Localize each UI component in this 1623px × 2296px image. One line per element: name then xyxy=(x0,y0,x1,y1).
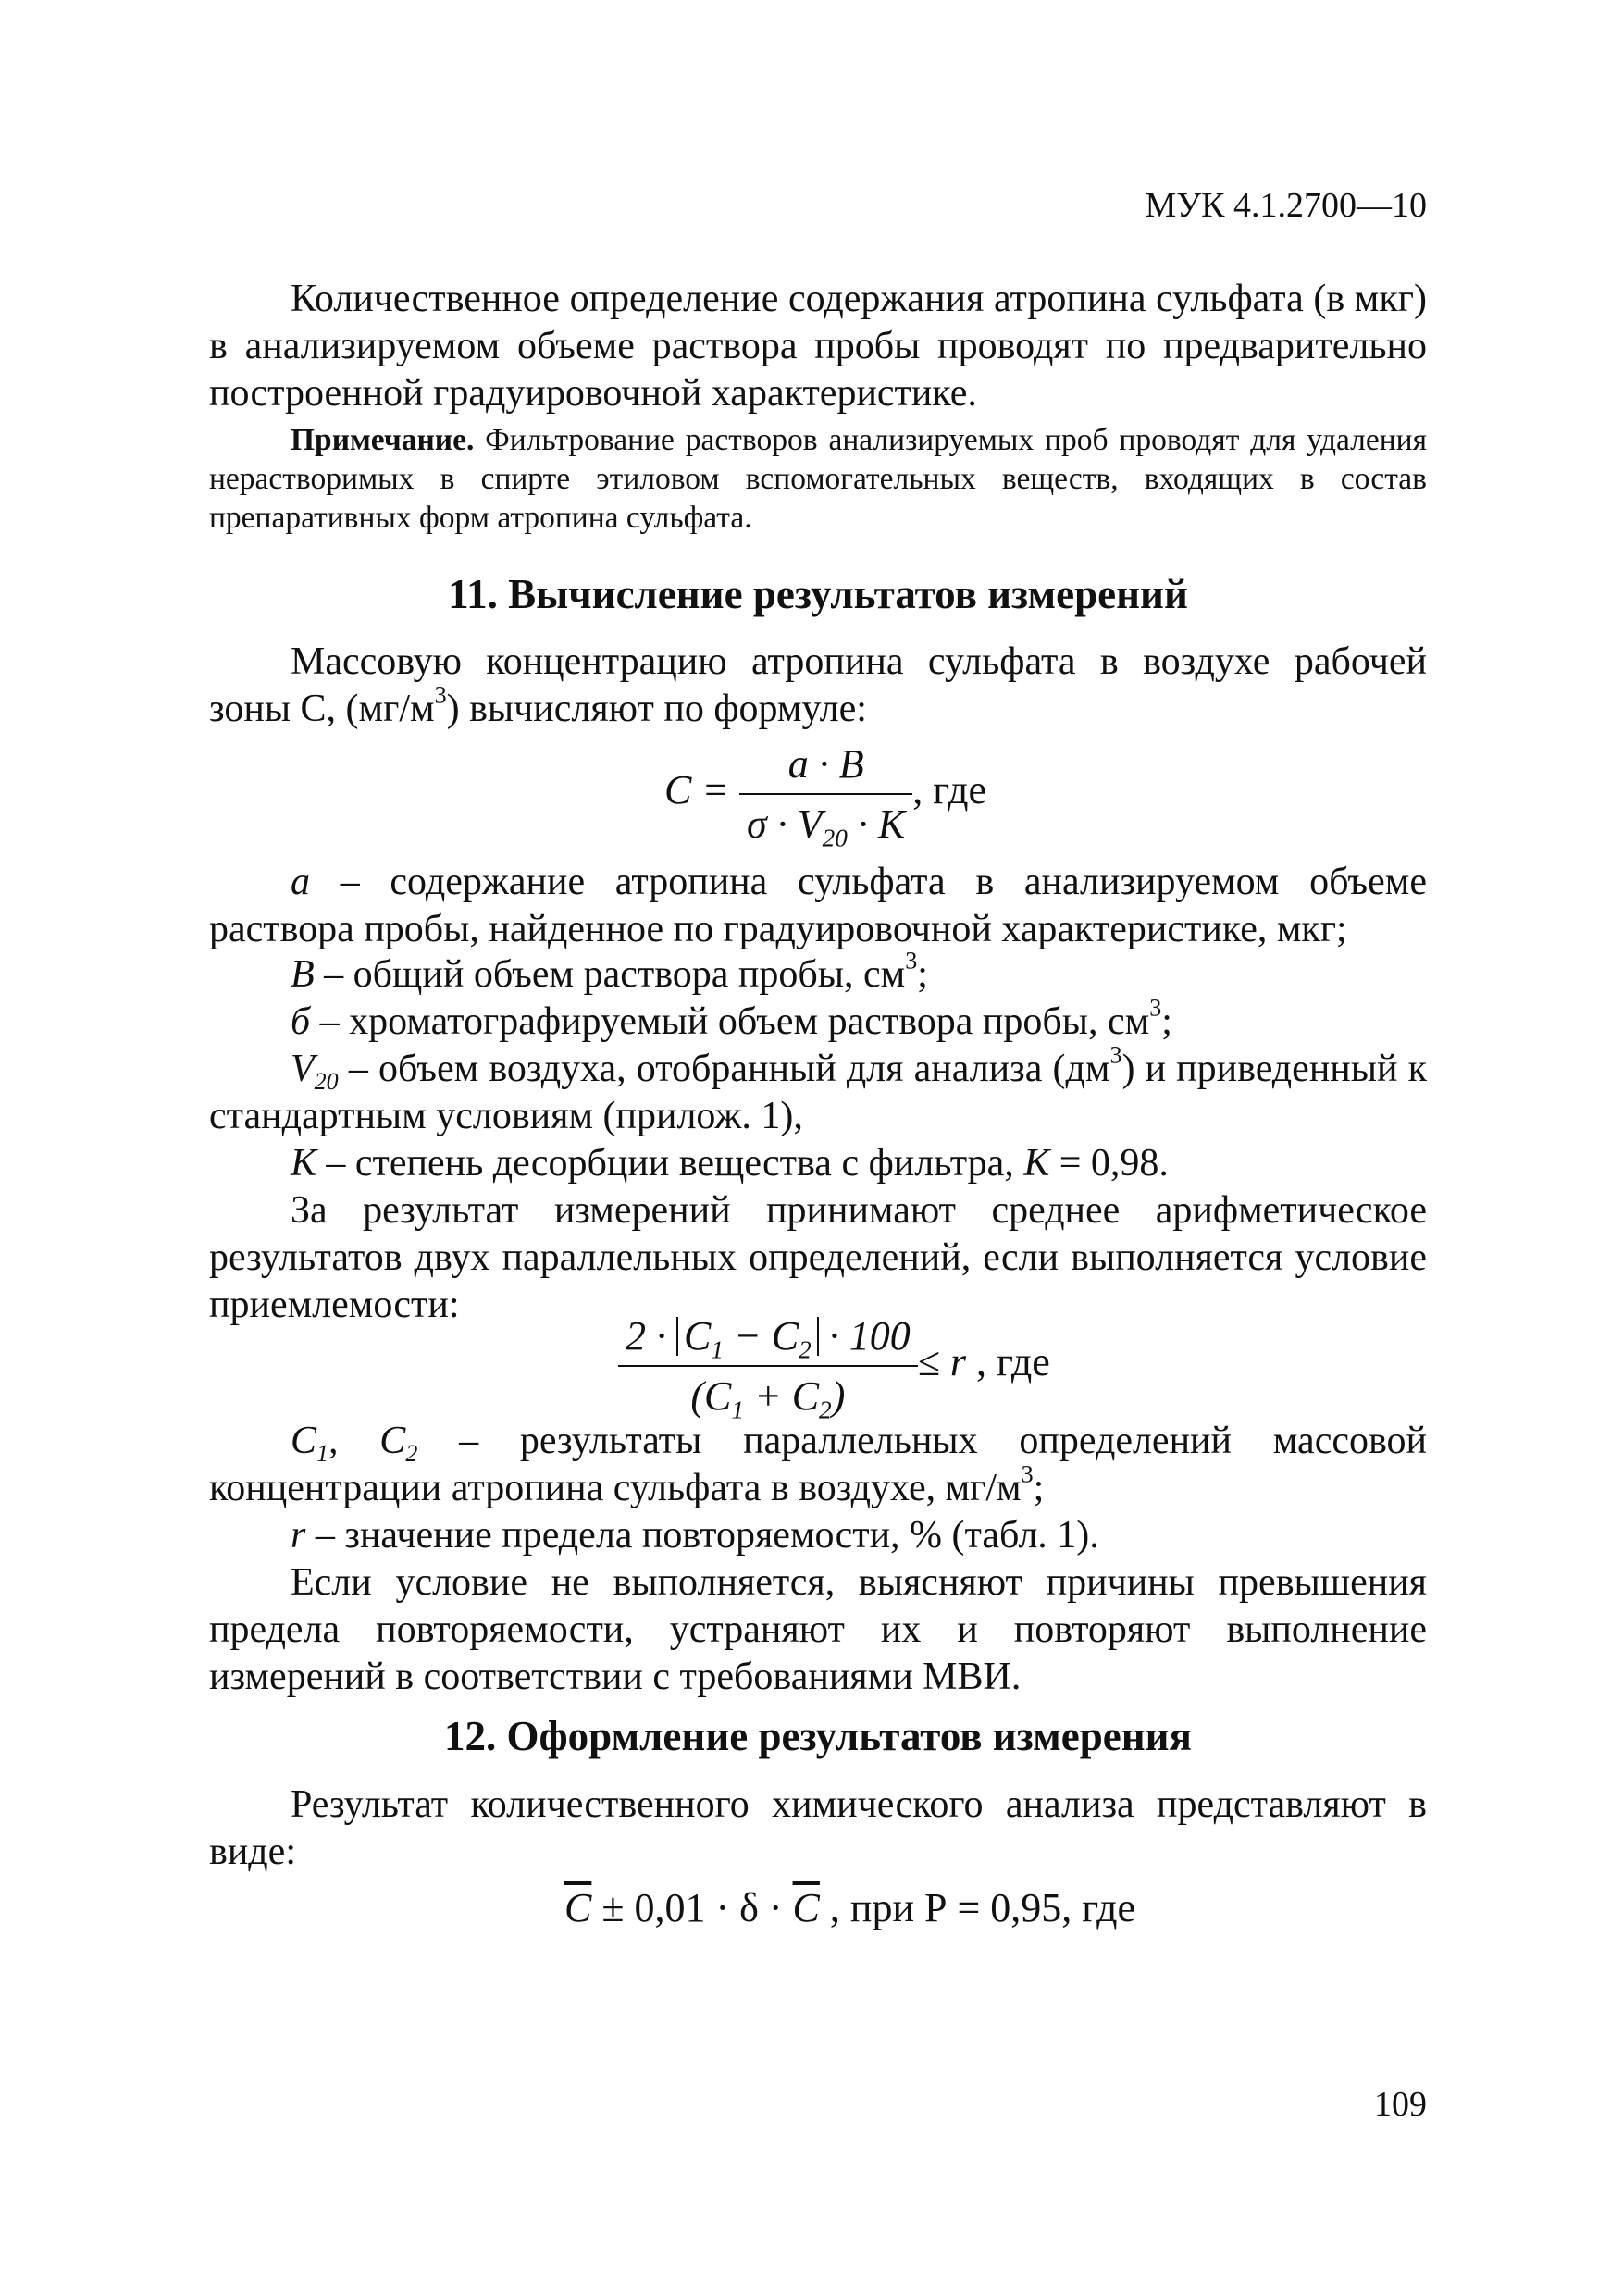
definition-sigma: б – хроматографируемый объем раствора пробы, $см^3$; xyxy=(291,994,1172,1043)
formula-lhs: C = xyxy=(664,767,730,813)
formula-suffix: , где xyxy=(912,767,987,813)
formula-result: $\overline{C} \pm 0,01 \cdot \delta \cdot \overline{C}$ , при Р = 0,95, где xyxy=(564,1885,1136,1930)
failure-paragraph: Если условие не выполняется, выясняют причины превышения предела повторяемости, устраняют их и повторяют выполнение измерений в соответствии с требованиями МВИ. xyxy=(209,1561,1427,1698)
formula-denominator: $\sigma \cdot V_{20} \cdot K$ xyxy=(739,793,912,848)
note-text: Фильтрование растворов анализируемых проб проводят для удаления нерастворимых в спирте этиловом вспомогательных веществ, входящих в состав препаративных форм атропина сульфата. xyxy=(209,423,1427,535)
formula-acceptability xyxy=(618,1312,1050,1424)
formula-concentration xyxy=(664,740,987,852)
note-label: Примечание. xyxy=(291,423,475,457)
definition-c1-c2: $C_1$, $C_2$ – результаты параллельных определений массовой концентрации атропина сульфата в воздухе, $мг/м^3$; xyxy=(209,1420,1427,1509)
note-paragraph xyxy=(209,421,1427,538)
section-12-title: 12. Оформление результатов измерения xyxy=(444,1713,1192,1759)
formula-numerator: a · B xyxy=(787,741,864,787)
formula2-fraction xyxy=(618,1312,918,1424)
formula2-numerator: $2 \cdot C_1 - C_2 \cdot 100$ xyxy=(626,1313,911,1364)
acceptability-paragraph: За результат измерений принимают среднее арифметическое результатов двух параллельных определений, если выполняется условие приемлемости: xyxy=(209,1189,1427,1326)
definition-v20: $V_{20}$ – объем воздуха, отобранный для анализа $(дм^3)$ и приведенный к стандартным условиям (прилож. 1), xyxy=(209,1041,1427,1137)
section-12-paragraph: Результат количественного химического анализа представляют в виде: xyxy=(209,1783,1427,1873)
section-11-title: 11. Вычисление результатов измерений xyxy=(448,571,1188,617)
document-code: МУК 4.1.2700—10 xyxy=(1145,186,1427,225)
section-11-lead: Массовую концентрацию атропина сульфата в воздухе рабочей зоны С, $(мг/м^3)$ вычисляют по формуле: xyxy=(209,640,1427,730)
formula-fraction xyxy=(739,740,912,852)
definition-r: r – значение предела повторяемости, % (табл. 1). xyxy=(291,1514,1099,1557)
page-number: 109 xyxy=(1374,2085,1427,2124)
formula2-suffix: , где xyxy=(965,1339,1050,1385)
formula2-relation: ≤ r xyxy=(917,1339,966,1385)
definition-b: B – общий объем раствора пробы, $см^3$; xyxy=(291,947,928,996)
definition-k: К – степень десорбции вещества с фильтра, К = 0,98. xyxy=(291,1142,1169,1185)
definition-a: a – содержание атропина сульфата в анализируемом объеме раствора пробы, найденное по градуировочной характеристике, мкг; xyxy=(209,861,1427,950)
formula2-denominator: $(C_1 + C_2)$ xyxy=(618,1365,918,1420)
intro-paragraph: Количественное определение содержания атропина сульфата (в мкг) в анализируемом объеме раствора пробы проводят по предварительно построенной градуировочной характеристике. xyxy=(209,278,1427,415)
